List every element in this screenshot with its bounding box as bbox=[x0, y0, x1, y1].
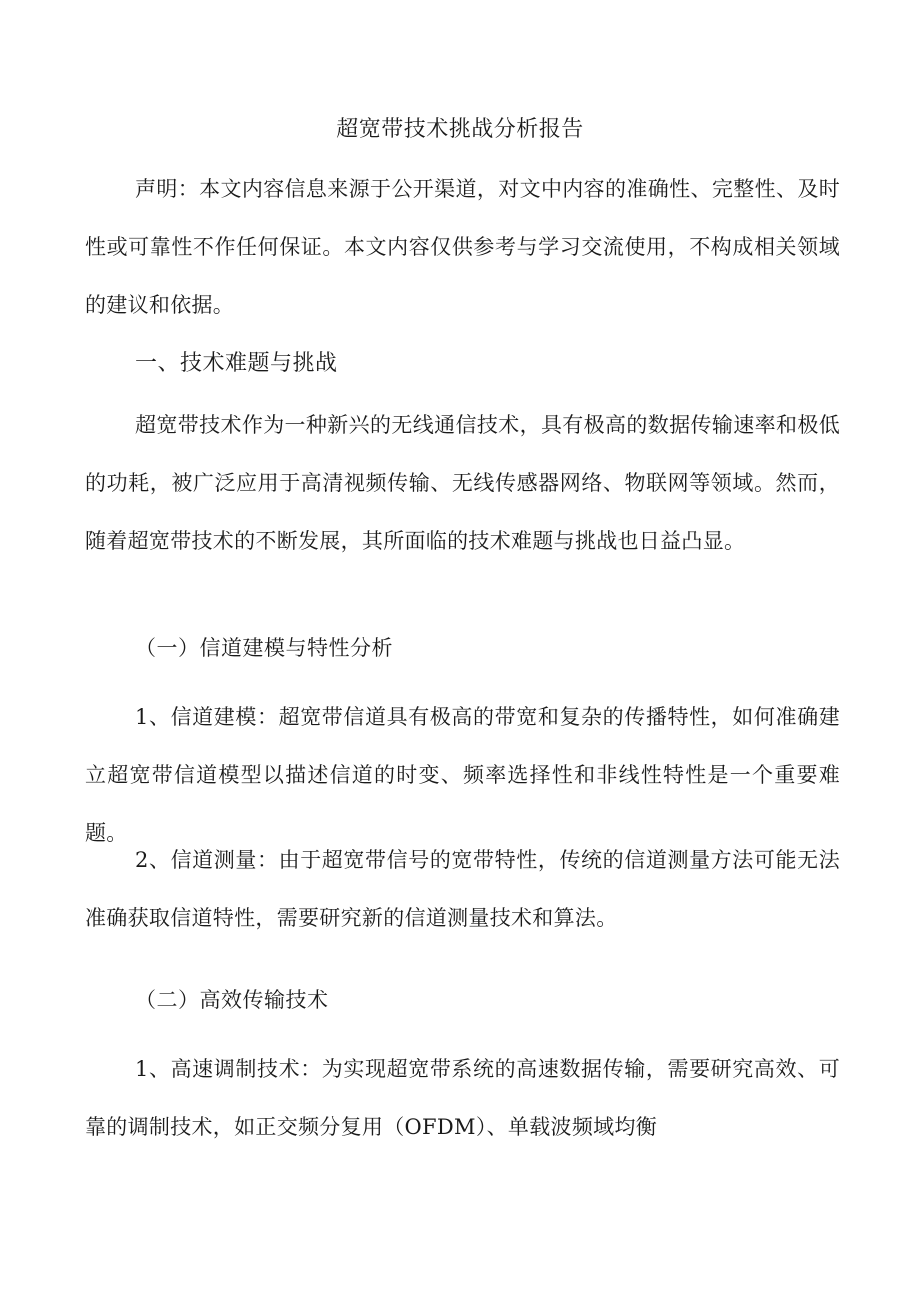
document-title: 超宽带技术挑战分析报告 bbox=[336, 117, 584, 142]
section-intro-paragraph: 超宽带技术作为一种新兴的无线通信技术，具有极高的数据传输速率和极低的功耗，被广泛应用于高清视频传输、无线传感器网络、物联网等领域。然而，随着超宽带技术的不断发展，其所面临的技术难题与挑战也日益凸显。 bbox=[85, 413, 840, 553]
disclaimer-paragraph: 声明：本文内容信息来源于公开渠道，对文中内容的准确性、完整性、及时性或可靠性不作任何保证。本文内容仅供参考与学习交流使用，不构成相关领域的建议和依据。 bbox=[85, 177, 840, 317]
subsection-heading-channel: （一）信道建模与特性分析 bbox=[135, 636, 393, 660]
section-heading: 一、技术难题与挑战 bbox=[135, 351, 338, 376]
modulation-paragraph: 1、高速调制技术：为实现超宽带系统的高速数据传输，需要研究高效、可靠的调制技术，如正交频分复用（OFDM）、单载波频域均衡 bbox=[85, 1057, 840, 1139]
channel-measurement-paragraph: 2、信道测量：由于超宽带信号的宽带特性，传统的信道测量方法可能无法准确获取信道特性，需要研究新的信道测量技术和算法。 bbox=[85, 848, 840, 930]
channel-modeling-paragraph: 1、信道建模：超宽带信道具有极高的带宽和复杂的传播特性，如何准确建立超宽带信道模型以描述信道的时变、频率选择性和非线性特性是一个重要难题。 bbox=[85, 705, 840, 845]
subsection-heading-transmission: （二）高效传输技术 bbox=[135, 988, 329, 1012]
